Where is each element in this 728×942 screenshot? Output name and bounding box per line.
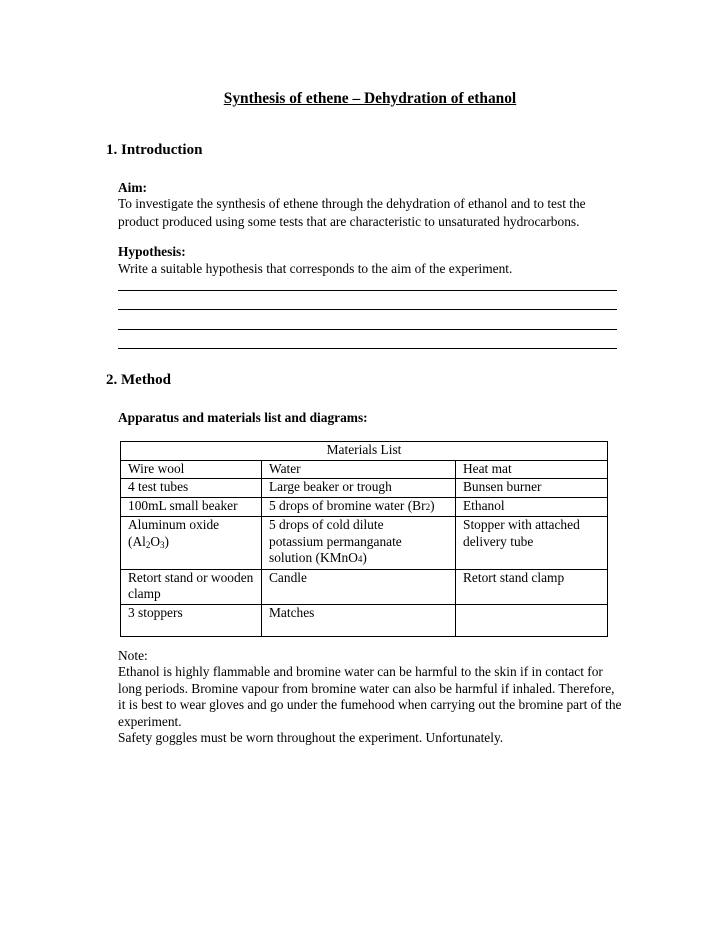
table-row bbox=[121, 442, 608, 461]
table-cell: Bunsen burner bbox=[456, 479, 608, 498]
table-cell: 3 stoppers bbox=[121, 604, 262, 636]
table-cell: Water bbox=[262, 460, 456, 479]
cell-text: 5 drops of bromine water (Br bbox=[269, 497, 426, 513]
cell-line bbox=[128, 534, 255, 551]
table-cell: Large beaker or trough bbox=[262, 479, 456, 498]
cell-text: (Al bbox=[128, 533, 146, 549]
materials-table bbox=[120, 441, 608, 637]
answer-line[interactable] bbox=[118, 309, 617, 310]
table-row bbox=[121, 517, 608, 570]
table-cell: Candle bbox=[262, 569, 456, 604]
table-row bbox=[121, 479, 608, 498]
hypothesis-prompt: Write a suitable hypothesis that corresponds to the aim of the experiment. bbox=[118, 261, 513, 276]
table-cell: Matches bbox=[262, 604, 456, 636]
method-heading: 2. Method bbox=[106, 372, 171, 388]
note-label: Note: bbox=[118, 648, 148, 663]
safety-note bbox=[118, 648, 623, 746]
table-cell: Retort stand clamp bbox=[456, 569, 608, 604]
apparatus-label: Apparatus and materials list and diagrams: bbox=[118, 410, 368, 425]
table-cell: 4 test tubes bbox=[121, 479, 262, 498]
subscript: 2 bbox=[425, 501, 431, 512]
note-body: Ethanol is highly flammable and bromine water can be harmful to the skin if in contact for long periods. Bromine vapour from bromine water can also be harmful if inhaled. Therefore, it is best to wear gloves and go under the fumehood when carrying out the bromine part of the experiment. bbox=[118, 664, 622, 729]
subscript: 4 bbox=[357, 554, 363, 564]
table-header: Materials List bbox=[121, 442, 608, 461]
answer-line[interactable] bbox=[118, 329, 617, 330]
cell-text: ) bbox=[430, 497, 435, 513]
aim-label: Aim: bbox=[118, 180, 148, 195]
subscript: 2 bbox=[145, 539, 151, 550]
cell-line: potassium permanganate bbox=[269, 533, 402, 549]
aim-text: To investigate the synthesis of ethene through the dehydration of ethanol and to test the product produced using some tests that are characteristic to unsaturated hydrocarbons. bbox=[118, 196, 586, 229]
table-cell bbox=[456, 604, 608, 636]
cell-text: solution (KMnO bbox=[269, 550, 358, 565]
table-row bbox=[121, 569, 608, 604]
table-cell: Wire wool bbox=[121, 460, 262, 479]
cell-line: 5 drops of cold dilute bbox=[269, 517, 384, 532]
table-cell: Stopper with attached delivery tube bbox=[456, 517, 608, 570]
subscript: 3 bbox=[160, 539, 165, 550]
table-row bbox=[121, 604, 608, 636]
cell-text: ) bbox=[164, 533, 169, 549]
table-cell: Heat mat bbox=[456, 460, 608, 479]
table-cell bbox=[262, 517, 456, 570]
answer-line[interactable] bbox=[118, 290, 617, 291]
cell-line: Aluminum oxide bbox=[128, 517, 220, 532]
cell-text: O bbox=[150, 533, 161, 549]
table-cell: Retort stand or wooden clamp bbox=[121, 569, 262, 604]
answer-line[interactable] bbox=[118, 348, 617, 349]
document-title: Synthesis of ethene – Dehydration of ethanol bbox=[223, 90, 517, 107]
table-cell bbox=[262, 497, 456, 517]
hypothesis-label: Hypothesis: bbox=[118, 244, 186, 259]
table-cell bbox=[121, 517, 262, 570]
table-cell: Ethanol bbox=[456, 497, 608, 517]
table-row bbox=[121, 460, 608, 479]
table-cell: 100mL small beaker bbox=[121, 497, 262, 517]
cell-text: ) bbox=[362, 550, 367, 565]
note-safety: Safety goggles must be worn throughout the experiment. Unfortunately. bbox=[118, 730, 504, 746]
cell-line bbox=[269, 550, 449, 568]
introduction-heading: 1. Introduction bbox=[106, 142, 203, 158]
table-row bbox=[121, 497, 608, 517]
